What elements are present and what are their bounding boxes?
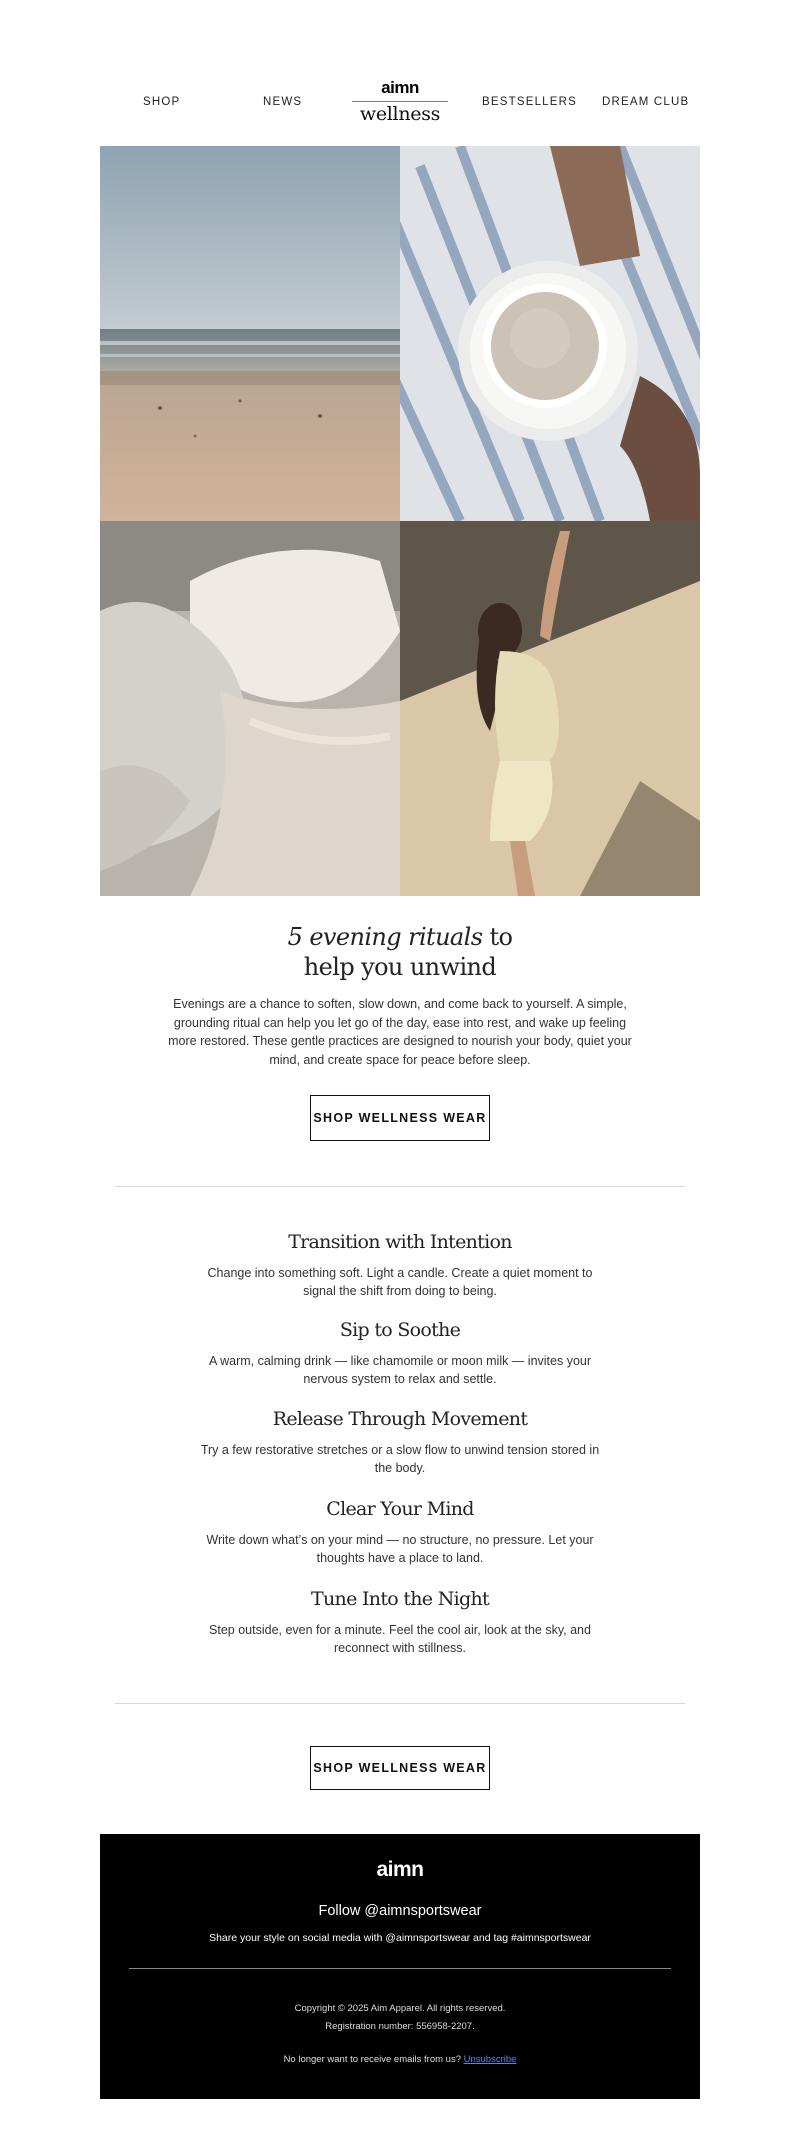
ritual-item (200, 1587, 600, 1657)
nav-shop-link[interactable]: SHOP (143, 96, 181, 108)
email-footer (100, 1834, 700, 2099)
footer-follow-text[interactable]: Follow @aimnsportswear (318, 1903, 482, 1919)
section-divider-bottom (115, 1703, 685, 1704)
ritual-item (200, 1407, 600, 1477)
article-headline (100, 922, 700, 982)
ritual-title: Release Through Movement (272, 1408, 528, 1430)
ritual-title: Tune Into the Night (311, 1588, 489, 1610)
ritual-title: Clear Your Mind (326, 1498, 474, 1520)
footer-share-text: Share your style on social media with @aimnsportswear and tag #aimnsportswear (209, 1932, 591, 1944)
footer-copyright: Copyright © 2025 Aim Apparel. All rights reserved. (294, 2003, 506, 2014)
woman-stretching-photo[interactable] (400, 521, 700, 896)
headline-italic: 5 evening rituals (287, 923, 483, 951)
footer-registration: Registration number: 556958-2207. (325, 2021, 475, 2032)
section-divider-top (115, 1186, 685, 1187)
footer-unsubscribe-line (100, 2054, 700, 2065)
shop-wellness-wear-button-bottom[interactable]: SHOP WELLNESS WEAR (310, 1746, 490, 1790)
top-navigation (100, 78, 700, 128)
nav-news-link[interactable]: NEWS (263, 96, 303, 108)
footer-logo[interactable]: aimn (376, 1858, 424, 1881)
ritual-title: Transition with Intention (288, 1231, 512, 1253)
shop-wellness-wear-button-top[interactable]: SHOP WELLNESS WEAR (310, 1095, 490, 1141)
ritual-item (200, 1318, 600, 1388)
hero-image-grid (100, 146, 700, 896)
unsubscribe-link[interactable]: Unsubscribe (463, 2054, 517, 2065)
logo-brand-text: aimn (381, 78, 419, 97)
bed-linen-photo[interactable] (100, 521, 400, 896)
intro-paragraph: Evenings are a chance to soften, slow down, and come back to yourself. A simple, grounding ritual can help you let go of the day, ease into rest, and wake up feeling more restored. These gentle practices are designed to nourish your body, quiet your mind, and create space for peace before sleep. (168, 997, 632, 1067)
coffee-cup-photo[interactable] (400, 146, 700, 521)
ritual-text: A warm, calming drink — like chamomile or moon milk — invites your nervous system to relax and settle. (208, 1354, 592, 1386)
headline-line1-rest: to (482, 923, 513, 951)
ritual-item (200, 1230, 600, 1300)
footer-divider (129, 1968, 671, 1969)
ritual-title: Sip to Soothe (339, 1319, 461, 1341)
nav-dream-club-link[interactable]: DREAM CLUB (602, 96, 690, 108)
ritual-text: Change into something soft. Light a candle. Create a quiet moment to signal the shift from doing to being. (207, 1266, 593, 1298)
ritual-item (200, 1497, 600, 1567)
beach-photo[interactable] (100, 146, 400, 521)
unsubscribe-prompt: No longer want to receive emails from us? (283, 2054, 461, 2065)
ritual-text: Write down what’s on your mind — no structure, no pressure. Let your thoughts have a place to land. (206, 1533, 594, 1565)
nav-bestsellers-link[interactable]: BESTSELLERS (482, 96, 578, 108)
logo-wellness-text: wellness (359, 103, 441, 125)
ritual-text: Try a few restorative stretches or a slow flow to unwind tension stored in the body. (200, 1443, 600, 1475)
ritual-text: Step outside, even for a minute. Feel the cool air, look at the sky, and reconnect with stillness. (209, 1623, 591, 1655)
brand-logo[interactable] (350, 78, 450, 125)
headline-line2: help you unwind (303, 953, 497, 981)
logo-divider (352, 101, 448, 102)
